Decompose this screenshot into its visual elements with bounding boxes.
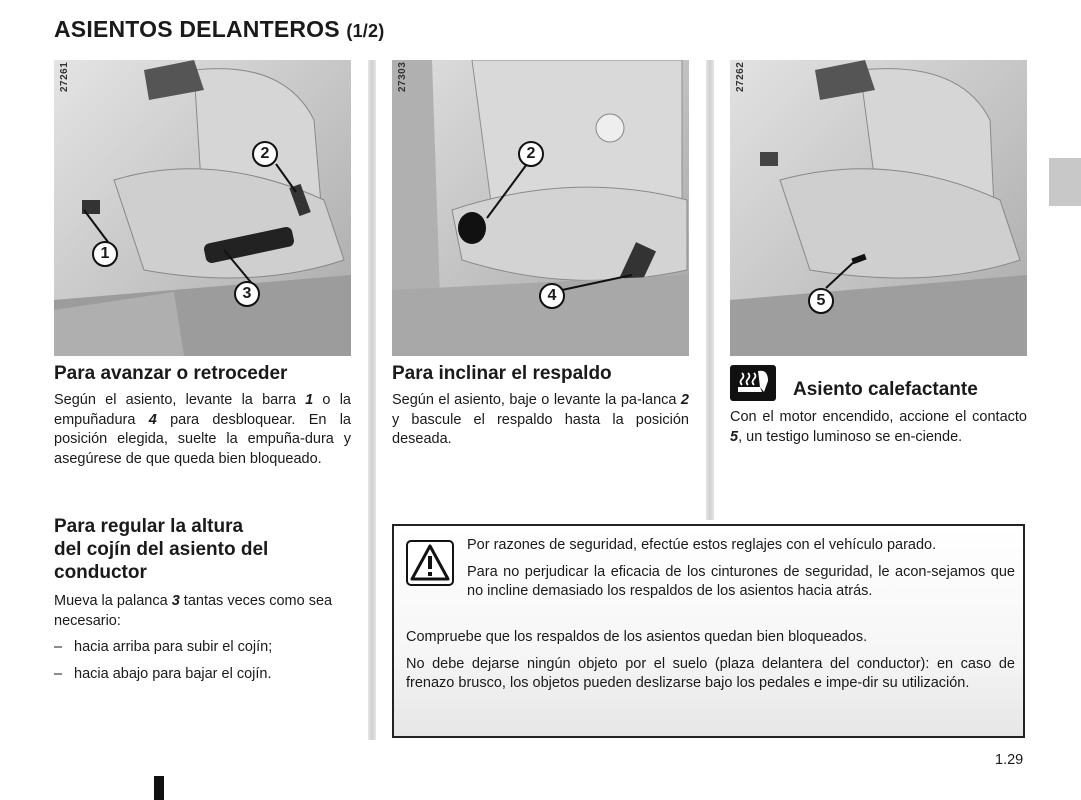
warning-text-2: Para no perjudicar la eficacia de los cinturones de seguridad, le acon-sejamos que no incline demasiado los respaldos de los asientos hacia atrás. (467, 564, 1015, 599)
warning-triangle-icon (406, 540, 454, 586)
ref-1: 1 (305, 392, 314, 408)
callout-1: 1 (92, 241, 118, 267)
heading-respaldo: Para inclinar el respaldo (392, 363, 612, 384)
callout-2: 2 (252, 141, 278, 167)
list-dash: – (54, 665, 63, 682)
column-divider-2 (706, 60, 714, 520)
text-avanzar (54, 391, 351, 469)
text-part: Según el asiento, baje o levante la pa-lanca (392, 392, 681, 408)
text-part: y bascule el respaldo hasta la posición deseada. (392, 411, 689, 447)
page-title (54, 16, 384, 43)
seat-illustration-1 (54, 60, 351, 356)
text-part: para desbloquear. En la posición elegida, suelte la empuña-dura y asegúrese de que queda bien bloqueado. (54, 411, 351, 467)
title-part: (1/2) (346, 21, 385, 41)
callout-3: 3 (234, 281, 260, 307)
text-part: o la empuñadura (54, 392, 351, 428)
heading-line: del cojín del asiento del (54, 539, 269, 560)
figure-ref-number: 27303 (397, 61, 408, 92)
heated-seat-icon (730, 365, 776, 401)
heading-line: Para regular la altura (54, 516, 244, 537)
ref-2: 2 (680, 392, 689, 408)
text-part: Según el asiento, levante la barra (54, 392, 306, 408)
column-divider-1 (368, 60, 376, 740)
warning-text-1: Por razones de seguridad, efectúe estos reglajes con el vehículo parado. (467, 537, 937, 553)
chapter-tab (1049, 158, 1081, 206)
list-item-text: hacia arriba para subir el cojín; (74, 639, 273, 655)
heading-altura (54, 515, 354, 584)
callout-5: 5 (808, 288, 834, 314)
figure-2-seat-photo (392, 60, 689, 356)
figure-3-seat-photo (730, 60, 1027, 356)
seat-illustration-2 (392, 60, 689, 356)
title-text: ASIENTOS DELANTEROS (54, 16, 340, 42)
figure-ref-number: 27261 (59, 61, 70, 92)
text-part: Con el motor encendido, accione el contacto (730, 409, 1027, 425)
altura-list (54, 638, 354, 691)
list-dash: – (54, 639, 63, 655)
warning-box (392, 524, 1025, 738)
text-part: tantas veces como sea necesario: (54, 593, 333, 629)
bottom-marker (154, 776, 164, 800)
text-calefactante (730, 408, 1027, 447)
text-respaldo (392, 391, 689, 450)
warning-text-3: Compruebe que los respaldos de los asientos quedan bien bloqueados. (406, 629, 868, 645)
list-item (54, 638, 354, 658)
heading-avanzar: Para avanzar o retroceder (54, 363, 288, 384)
heading-line: conductor (54, 562, 147, 583)
figure-1-seat-photo (54, 60, 351, 356)
page-number: 1.29 (995, 752, 1024, 768)
list-item (54, 665, 354, 685)
callout-2: 2 (518, 141, 544, 167)
list-item-text: hacia abajo para bajar el cojín. (74, 665, 272, 682)
heading-calefactante: Asiento calefactante (793, 379, 978, 400)
ref-3: 3 (171, 593, 180, 609)
text-part: Mueva la palanca (54, 593, 172, 609)
ref-4: 4 (148, 411, 157, 428)
text-part: , un testigo luminoso se en-ciende. (738, 428, 963, 445)
seat-illustration-3 (730, 60, 1027, 356)
text-altura (54, 592, 354, 631)
warning-text-4: No debe dejarse ningún objeto por el suelo (plaza delantera del conductor): en caso de frenazo brusco, los objetos pueden deslizarse bajo los pedales e impe-dir su utilización. (406, 656, 1015, 691)
ref-5: 5 (730, 428, 739, 445)
figure-ref-number: 27262 (735, 61, 746, 92)
callout-4: 4 (539, 283, 565, 309)
